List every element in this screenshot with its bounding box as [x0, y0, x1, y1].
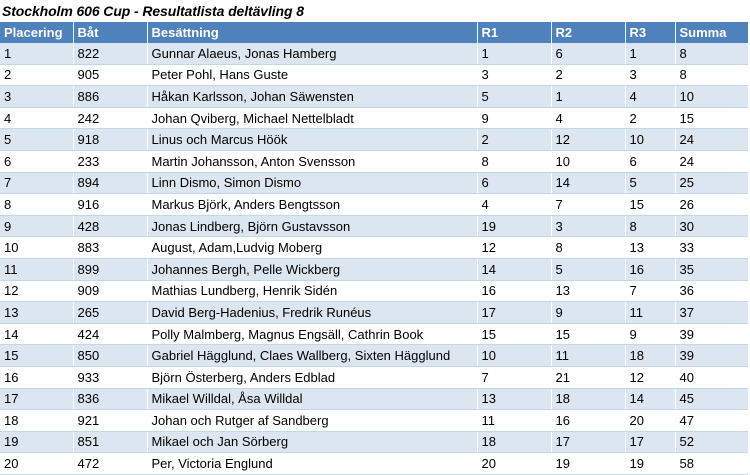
- r1-cell: 13: [477, 388, 551, 410]
- r3-cell: 13: [625, 237, 675, 259]
- placering-cell: 15: [0, 345, 73, 367]
- r1-cell: 3: [477, 64, 551, 86]
- bat-cell: 899: [73, 258, 147, 280]
- r2-cell: 17: [551, 431, 625, 453]
- summa-cell: 58: [675, 453, 748, 475]
- table-row: [0, 129, 748, 151]
- table-row: [0, 323, 748, 345]
- besattning-cell: Gabriel Hägglund, Claes Wallberg, Sixten Hägglund: [147, 345, 477, 367]
- table-row: [0, 410, 748, 432]
- table-body: [0, 43, 748, 474]
- summa-cell: 36: [675, 280, 748, 302]
- r2-cell: 18: [551, 388, 625, 410]
- r3-cell: 3: [625, 64, 675, 86]
- placering-cell: 1: [0, 43, 73, 64]
- placering-cell: 8: [0, 194, 73, 216]
- r2-cell: 21: [551, 366, 625, 388]
- table-row: [0, 150, 748, 172]
- besattning-cell: Gunnar Alaeus, Jonas Hamberg: [147, 43, 477, 64]
- summa-cell: 26: [675, 194, 748, 216]
- r1-cell: 12: [477, 237, 551, 259]
- besattning-cell: Mikael Willdal, Åsa Willdal: [147, 388, 477, 410]
- r3-cell: 14: [625, 388, 675, 410]
- table-row: [0, 302, 748, 324]
- placering-cell: 13: [0, 302, 73, 324]
- bat-cell: 916: [73, 194, 147, 216]
- table-header-row: [0, 22, 748, 43]
- besattning-cell: Johannes Bergh, Pelle Wickberg: [147, 258, 477, 280]
- r3-cell: 16: [625, 258, 675, 280]
- r1-cell: 20: [477, 453, 551, 475]
- r3-cell: 17: [625, 431, 675, 453]
- besattning-cell: Håkan Karlsson, Johan Säwensten: [147, 86, 477, 108]
- r2-cell: 11: [551, 345, 625, 367]
- summa-cell: 30: [675, 215, 748, 237]
- summa-cell: 39: [675, 345, 748, 367]
- summa-cell: 15: [675, 107, 748, 129]
- header-besattning: Besättning: [147, 22, 477, 43]
- table-row: [0, 194, 748, 216]
- table-row: [0, 86, 748, 108]
- r3-cell: 8: [625, 215, 675, 237]
- besattning-cell: August, Adam,Ludvig Moberg: [147, 237, 477, 259]
- r3-cell: 2: [625, 107, 675, 129]
- results-table: [0, 22, 748, 475]
- table-row: [0, 215, 748, 237]
- table-row: [0, 172, 748, 194]
- summa-cell: 24: [675, 129, 748, 151]
- placering-cell: 18: [0, 410, 73, 432]
- placering-cell: 12: [0, 280, 73, 302]
- r2-cell: 13: [551, 280, 625, 302]
- summa-cell: 8: [675, 43, 748, 64]
- r1-cell: 4: [477, 194, 551, 216]
- table-row: [0, 64, 748, 86]
- r1-cell: 11: [477, 410, 551, 432]
- r2-cell: 8: [551, 237, 625, 259]
- bat-cell: 909: [73, 280, 147, 302]
- bat-cell: 921: [73, 410, 147, 432]
- placering-cell: 9: [0, 215, 73, 237]
- bat-cell: 233: [73, 150, 147, 172]
- summa-cell: 47: [675, 410, 748, 432]
- table-row: [0, 43, 748, 64]
- summa-cell: 45: [675, 388, 748, 410]
- summa-cell: 37: [675, 302, 748, 324]
- placering-cell: 5: [0, 129, 73, 151]
- bat-cell: 850: [73, 345, 147, 367]
- summa-cell: 39: [675, 323, 748, 345]
- r2-cell: 6: [551, 43, 625, 64]
- r1-cell: 17: [477, 302, 551, 324]
- besattning-cell: Per, Victoria Englund: [147, 453, 477, 475]
- summa-cell: 40: [675, 366, 748, 388]
- r3-cell: 4: [625, 86, 675, 108]
- placering-cell: 20: [0, 453, 73, 475]
- bat-cell: 918: [73, 129, 147, 151]
- table-row: [0, 431, 748, 453]
- besattning-cell: Martin Johansson, Anton Svensson: [147, 150, 477, 172]
- r3-cell: 5: [625, 172, 675, 194]
- r1-cell: 19: [477, 215, 551, 237]
- r2-cell: 7: [551, 194, 625, 216]
- bat-cell: 428: [73, 215, 147, 237]
- r1-cell: 15: [477, 323, 551, 345]
- summa-cell: 25: [675, 172, 748, 194]
- r3-cell: 12: [625, 366, 675, 388]
- besattning-cell: Jonas Lindberg, Björn Gustavsson: [147, 215, 477, 237]
- placering-cell: 4: [0, 107, 73, 129]
- r1-cell: 2: [477, 129, 551, 151]
- header-r2: R2: [551, 22, 625, 43]
- placering-cell: 14: [0, 323, 73, 345]
- r2-cell: 4: [551, 107, 625, 129]
- bat-cell: 822: [73, 43, 147, 64]
- r2-cell: 5: [551, 258, 625, 280]
- summa-cell: 24: [675, 150, 748, 172]
- r1-cell: 10: [477, 345, 551, 367]
- r1-cell: 7: [477, 366, 551, 388]
- r3-cell: 19: [625, 453, 675, 475]
- placering-cell: 19: [0, 431, 73, 453]
- r1-cell: 14: [477, 258, 551, 280]
- header-summa: Summa: [675, 22, 748, 43]
- table-row: [0, 237, 748, 259]
- r1-cell: 9: [477, 107, 551, 129]
- bat-cell: 424: [73, 323, 147, 345]
- table-row: [0, 280, 748, 302]
- bat-cell: 883: [73, 237, 147, 259]
- r3-cell: 10: [625, 129, 675, 151]
- header-r1: R1: [477, 22, 551, 43]
- r1-cell: 16: [477, 280, 551, 302]
- besattning-cell: Markus Björk, Anders Bengtsson: [147, 194, 477, 216]
- r3-cell: 9: [625, 323, 675, 345]
- r3-cell: 18: [625, 345, 675, 367]
- r3-cell: 1: [625, 43, 675, 64]
- r2-cell: 10: [551, 150, 625, 172]
- table-row: [0, 107, 748, 129]
- besattning-cell: Linus och Marcus Höök: [147, 129, 477, 151]
- bat-cell: 265: [73, 302, 147, 324]
- placering-cell: 17: [0, 388, 73, 410]
- placering-cell: 3: [0, 86, 73, 108]
- r2-cell: 1: [551, 86, 625, 108]
- header-placering: Placering: [0, 22, 73, 43]
- r2-cell: 9: [551, 302, 625, 324]
- bat-cell: 836: [73, 388, 147, 410]
- summa-cell: 35: [675, 258, 748, 280]
- r1-cell: 1: [477, 43, 551, 64]
- besattning-cell: Peter Pohl, Hans Guste: [147, 64, 477, 86]
- r3-cell: 20: [625, 410, 675, 432]
- r1-cell: 8: [477, 150, 551, 172]
- placering-cell: 16: [0, 366, 73, 388]
- r1-cell: 18: [477, 431, 551, 453]
- r3-cell: 15: [625, 194, 675, 216]
- placering-cell: 2: [0, 64, 73, 86]
- table-row: [0, 453, 748, 475]
- besattning-cell: Mathias Lundberg, Henrik Sidén: [147, 280, 477, 302]
- r1-cell: 6: [477, 172, 551, 194]
- header-r3: R3: [625, 22, 675, 43]
- r3-cell: 11: [625, 302, 675, 324]
- besattning-cell: Polly Malmberg, Magnus Engsäll, Cathrin Book: [147, 323, 477, 345]
- bat-cell: 851: [73, 431, 147, 453]
- header-bat: Båt: [73, 22, 147, 43]
- r3-cell: 6: [625, 150, 675, 172]
- besattning-cell: Mikael och Jan Sörberg: [147, 431, 477, 453]
- page-title: Stockholm 606 Cup - Resultatlista deltävling 8: [2, 3, 304, 19]
- placering-cell: 10: [0, 237, 73, 259]
- summa-cell: 8: [675, 64, 748, 86]
- placering-cell: 7: [0, 172, 73, 194]
- r2-cell: 16: [551, 410, 625, 432]
- placering-cell: 11: [0, 258, 73, 280]
- besattning-cell: David Berg-Hadenius, Fredrik Runéus: [147, 302, 477, 324]
- summa-cell: 52: [675, 431, 748, 453]
- r2-cell: 19: [551, 453, 625, 475]
- placering-cell: 6: [0, 150, 73, 172]
- r3-cell: 7: [625, 280, 675, 302]
- table-row: [0, 258, 748, 280]
- table-row: [0, 366, 748, 388]
- bat-cell: 894: [73, 172, 147, 194]
- besattning-cell: Johan och Rutger af Sandberg: [147, 410, 477, 432]
- bat-cell: 933: [73, 366, 147, 388]
- bat-cell: 242: [73, 107, 147, 129]
- bat-cell: 886: [73, 86, 147, 108]
- besattning-cell: Johan Qviberg, Michael Nettelbladt: [147, 107, 477, 129]
- summa-cell: 33: [675, 237, 748, 259]
- summa-cell: 10: [675, 86, 748, 108]
- r2-cell: 12: [551, 129, 625, 151]
- r1-cell: 5: [477, 86, 551, 108]
- r2-cell: 2: [551, 64, 625, 86]
- r2-cell: 15: [551, 323, 625, 345]
- bat-cell: 905: [73, 64, 147, 86]
- table-row: [0, 388, 748, 410]
- r2-cell: 3: [551, 215, 625, 237]
- besattning-cell: Linn Dismo, Simon Dismo: [147, 172, 477, 194]
- besattning-cell: Björn Österberg, Anders Edblad: [147, 366, 477, 388]
- table-row: [0, 345, 748, 367]
- r2-cell: 14: [551, 172, 625, 194]
- bat-cell: 472: [73, 453, 147, 475]
